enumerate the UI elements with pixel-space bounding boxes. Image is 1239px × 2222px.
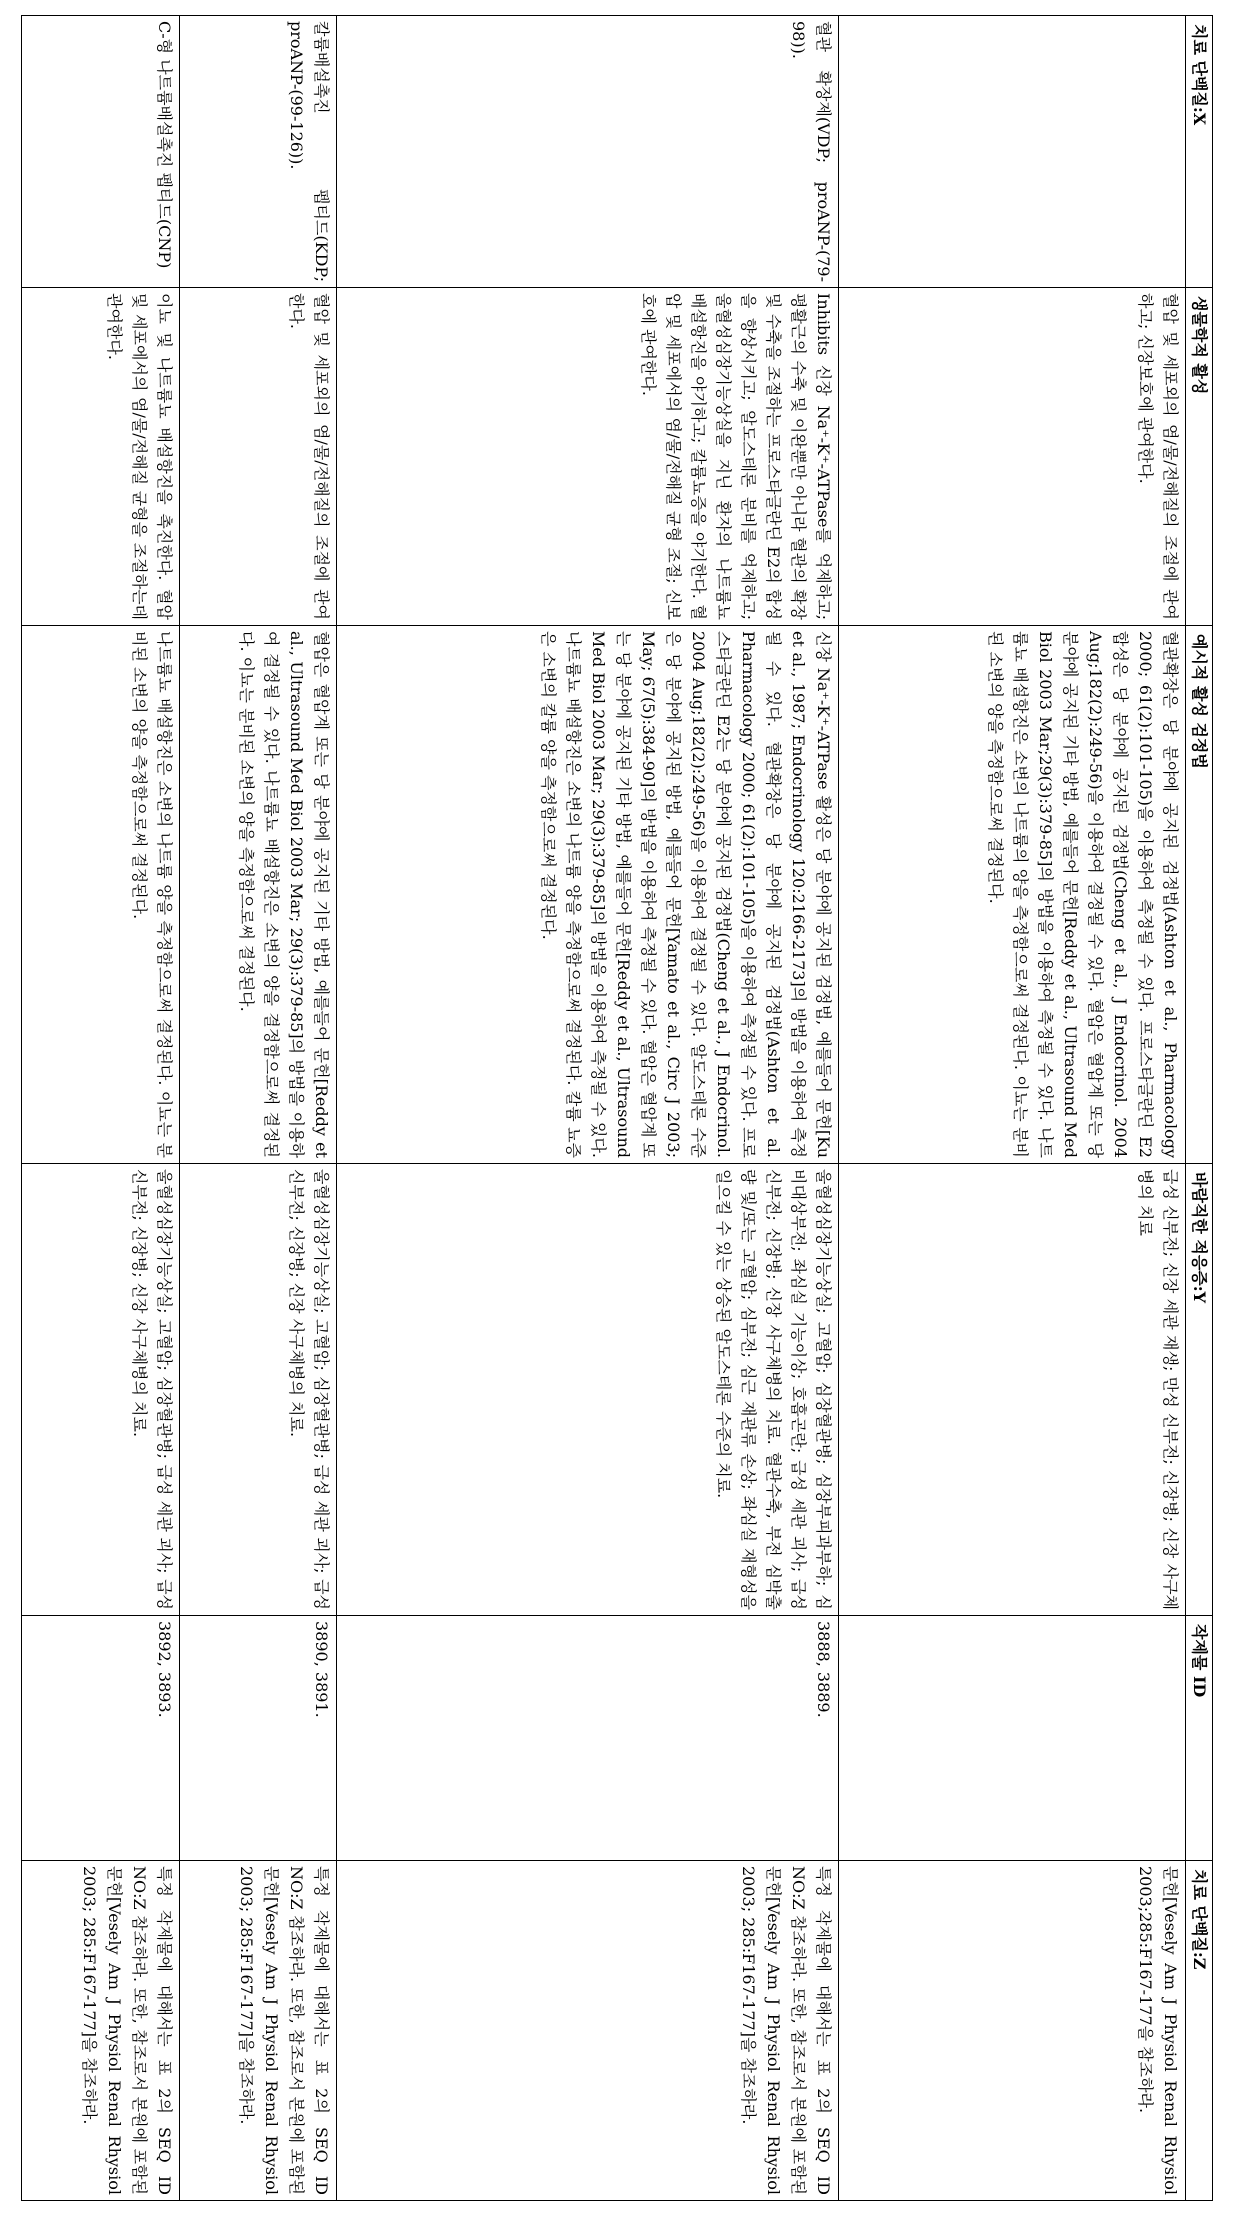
cell-protein-z: 특정 작제물에 대해서는 표 2의 SEQ ID NO:Z 참조하라. 또한, 참조로서 본원에 포함된 문헌[Vesely Am J Physiol Renal Rhysiol 2003; 285:F167-177]을 참조하라. [22, 1861, 180, 2201]
cell-construct-id: 3892, 3893. [22, 1616, 180, 1861]
cell-construct-id: 3890, 3891. [180, 1616, 337, 1861]
cell-assay: 혈압은 혈압계 또는 당 분야에 공지된 기타 방법, 예를들어 문헌[Reddy et al., Ultrasound Med Biol 2003 Mar; 29(3):379-85]의 방법을 이용하여 결정될 수 있다. 나트륨뇨 배설항진은 소변의 양을 결정함으로써 결정된다. 이뇨는 분비된 소변의 양을 측정함으로써 결정된다. [180, 626, 337, 1164]
cell-activity: 혈압 및 세포외의 염/물/전해질의 조절에 관여한다. [180, 288, 337, 626]
cell-activity: 이뇨 및 나트륨뇨 배설항진을 촉진한다. 혈압 및 세포에서의 염/물/전해질 균형을 조절하는데 관여한다. [22, 288, 180, 626]
cell-construct-id [839, 1616, 1186, 1861]
header-biological-activity: 생물학적 활성 [1186, 288, 1213, 626]
header-construct-id: 작제물 ID [1186, 1616, 1213, 1861]
cell-indication: 울혈성심장기능상실; 고혈압; 심장혈관병; 심장부피과부하; 심비대상부전; 좌심실 기능이상; 호흡곤란; 급성 세관 괴사; 급성 신부전; 신장병; 신장 사구체병의 치료. 혈관수축, 부전 심박출량 및/또는 고혈압; 심부전; 심근 재관류 손상; 좌심실 재형성을 일으킬 수 있는 상승된 알도스테론 수준의 치료. [337, 1164, 839, 1616]
cell-protein-x: 칼륨배설촉진 펩티드(KDP; proANP-(99-126)). [180, 16, 337, 288]
cell-protein-z: 문헌[Vesely Am J Physiol Renal Rhysiol 2003;285:F167-177을 참조하라. [839, 1861, 1186, 2201]
cell-protein-z: 특정 작제물에 대해서는 표 2의 SEQ ID NO:Z 참조하라. 또한, 참조로서 본원에 포함된 문헌[Vesely Am J Physiol Renal Rhysiol 2003; 285:F167-177]을 참조하라. [180, 1861, 337, 2201]
cell-protein-x [839, 16, 1186, 288]
cell-assay: 혈관확장은 당 분야에 공지된 검정법(Ashton et al., Pharmacology 2000; 61(2):101-105)을 이용하여 측정될 수 있다. 프로스타글란딘 E2 합성은 당 분야에 공지된 검정법(Cheng et al., J Endocrinol. 2004 Aug;182(2):249-56)을 이용하여 결정될 수 있다. 혈압은 혈압계 또는 당 분야에 공지된 기타 방법, 예를들어 문헌[Reddy et al., Ultrasound Med Biol 2003 Mar;29(3):379-85]의 방법을 이용하여 측정될 수 있다. 나트륨뇨 배설항진은 소변의 나트륨의 양을 측정함으로써 결정된다. 이뇨는 분비된 소변의 양을 측정함으로써 결정된다. [839, 626, 1186, 1164]
rotated-document-page [0, 0, 1239, 2222]
cell-indication: 울혈성심장기능상실; 고혈압; 심장혈관병; 급성 세관 괴사; 급성 신부전; 신장병; 신장 사구체병의 치료. [180, 1164, 337, 1616]
cell-activity: Inhibits 신장 Na⁺-K⁺-ATPase를 억제하고; 평활근의 수축 및 이완뿐만 아니라 혈관의 확장 및 수축을 조절하는 프로스타글란딘 E2의 합성을 향상시키고; 알도스테론 분비를 억제하고; 울혈성심장기능상실을 지닌 환자의 나트륨뇨 배설항진을 야기하고; 칼륨뇨증을 야기한다. 혈압 및 세포에서의 염/물/전해질 균형 조절; 신보호에 관여한다. [337, 288, 839, 626]
cell-indication: 울혈성심장기능상실; 고혈압; 심장혈관병; 급성 세관 괴사; 급성 신부전; 신장병; 신장 사구체병의 치료. [22, 1164, 180, 1616]
cell-activity: 혈압 및 세포외의 염/물/전해질의 조절에 관여하고; 신장보호에 관여한다. [839, 288, 1186, 626]
cell-assay: 나트륨뇨 배설항진은 소변의 나트륨 양을 측정함으로써 결정된다. 이뇨는 분비된 소변의 양을 측정함으로써 결정된다. [22, 626, 180, 1164]
cell-protein-x: C-형 나트륨배설촉진 펩티드(CNP) [22, 16, 180, 288]
table-header-row [1186, 16, 1213, 2201]
table-row [839, 16, 1186, 2201]
header-therapeutic-protein-x: 치료 단백질:X [1186, 16, 1213, 288]
header-exemplary-assay: 예시적 활성 검정법 [1186, 626, 1213, 1164]
therapeutic-protein-table [21, 15, 1213, 2201]
table-row [22, 16, 180, 2201]
header-preferred-indication-y: 바람직한 적응증:Y [1186, 1164, 1213, 1616]
header-therapeutic-protein-z: 치료 단백질:Z [1186, 1861, 1213, 2201]
cell-protein-z: 특정 작제물에 대해서는 표 2의 SEQ ID NO:Z 참조하라. 또한, 참조로서 본원에 포함된 문헌[Vesely Am J Physiol Renal Rhysiol 2003; 285:F167-177]을 참조하라. [337, 1861, 839, 2201]
cell-indication: 급성 신부전; 신장 세관 재생; 만성 신부전; 신장병; 신장 사구체병의 치료 [839, 1164, 1186, 1616]
table-row [180, 16, 337, 2201]
cell-construct-id: 3888, 3889. [337, 1616, 839, 1861]
cell-assay: 신장 Na⁺-K⁺-ATPase 활성은 당 분야에 공지된 검정법, 예를들어 문헌[Ku et al., 1987; Endocrinology 120:2166-2173]의 방법을 이용하여 측정될 수 있다. 혈관확장은 당 분야에 공지된 검정법(Ashton et al. Pharmacology 2000; 61(2):101-105)을 이용하여 측정될 수 있다. 프로스타글란딘 E2는 당 분야에 공지된 검정법(Cheng et al., J Endocrinol. 2004 Aug;182(2):249-56)을 이용하여 결정될 수 있다. 알도스테론 수준은 당 분야에 공지된 방법, 예를들어 문헌[Yamato et al., Circ J 2003; May; 67(5):384-90]의 방법을 이용하여 측정될 수 있다. 혈압은 혈압계 또는 당 분야에 공지된 기타 방법, 예를들어 문헌[Reddy et al., Ultrasound Med Biol 2003 Mar; 29(3):379-85]의 방법을 이용하여 측정될 수 있다. 나트륨뇨 배설항진은 소변의 나트륨 양을 측정함으로써 결정된다. 칼륨 뇨증은 소변의 칼륨 양을 측정함으로써 결정된다. [337, 626, 839, 1164]
cell-protein-x: 혈관 확장제(VDP; proANP-(79-98)). [337, 16, 839, 288]
table-row [337, 16, 839, 2201]
